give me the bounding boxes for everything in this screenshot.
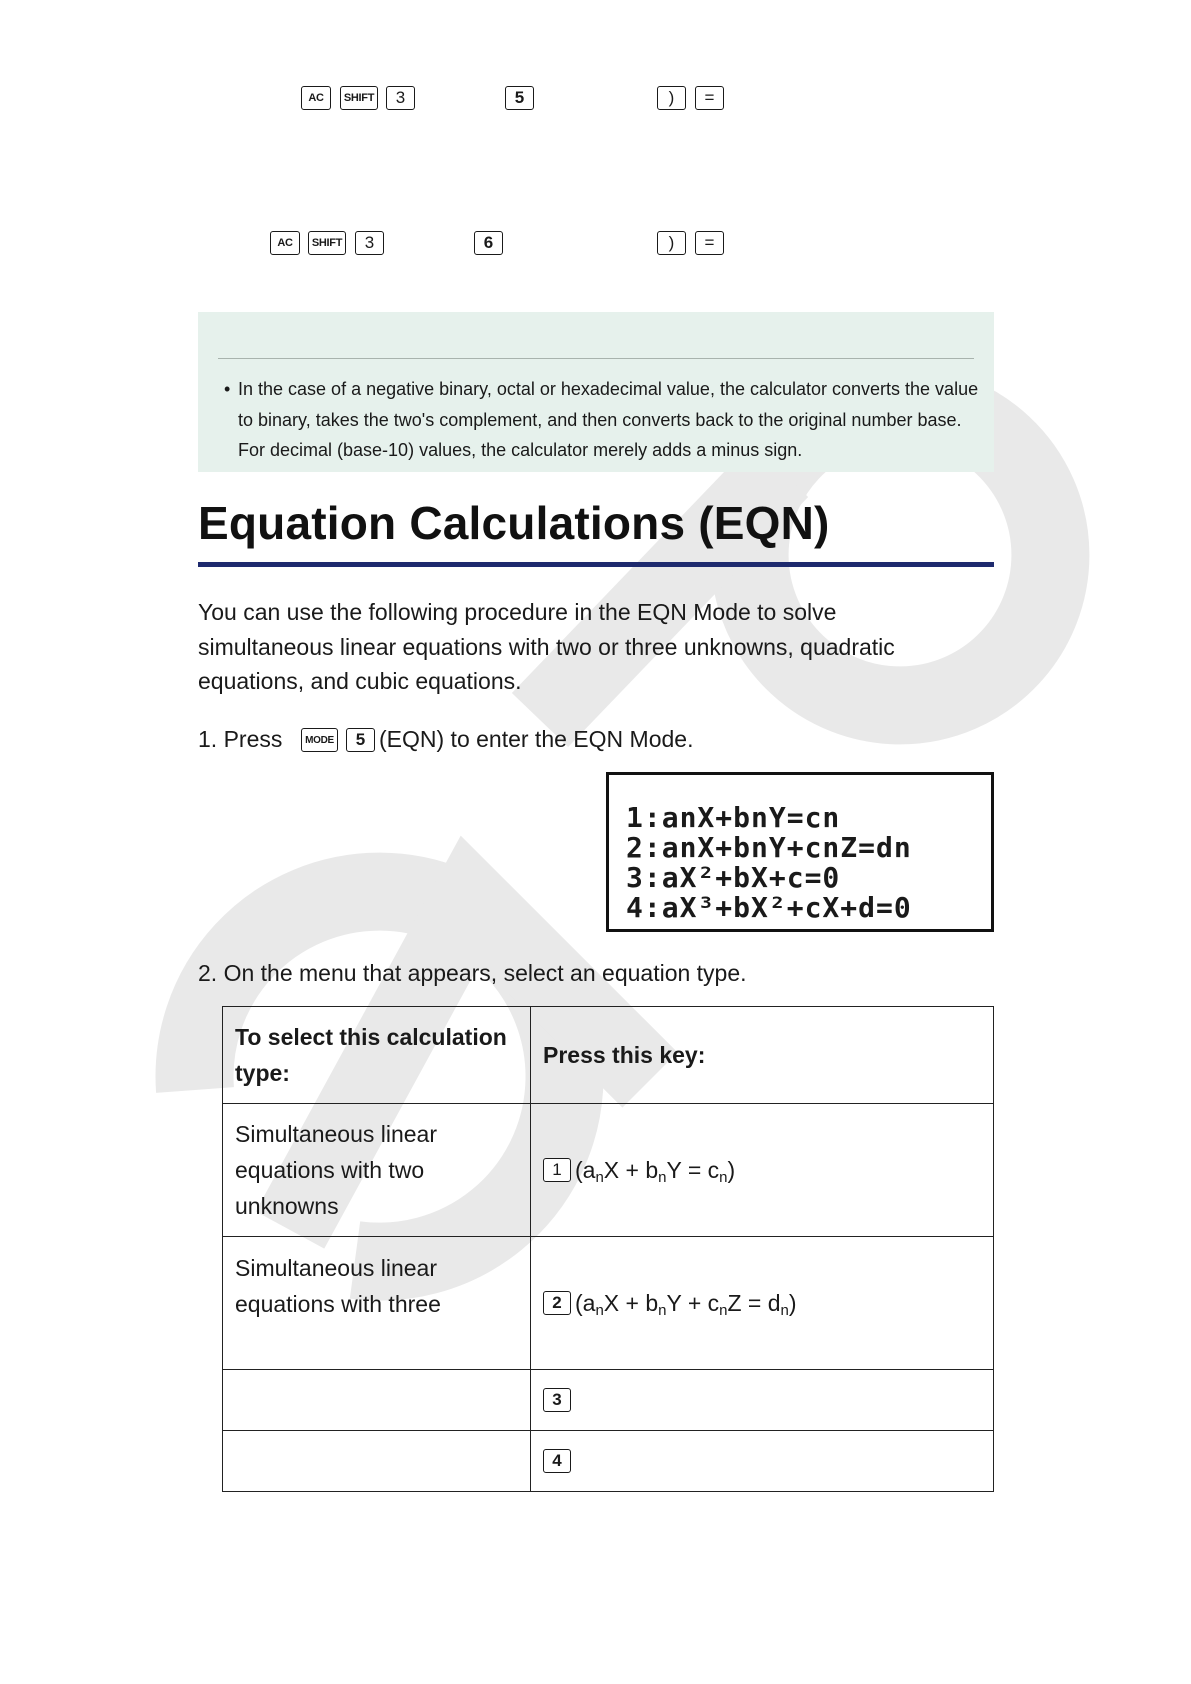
note-divider — [218, 358, 974, 359]
table-row — [223, 1431, 994, 1492]
formula: $(a_nX + b_nY + c_nZ = d_n)$ — [575, 1290, 797, 1319]
ac-key: AC — [301, 86, 331, 110]
row-key-cell — [531, 1431, 994, 1492]
note-box — [198, 312, 994, 472]
step-1-suffix: (EQN) to enter the EQN Mode. — [379, 726, 694, 752]
menu-line-4: 4:aX³+bX²+cX+d=0 — [626, 891, 912, 924]
digit-5-key: 5 — [505, 86, 534, 110]
digit-5-key: 5 — [346, 728, 375, 752]
calculator-display — [606, 772, 994, 932]
digit-3-key: 3 — [355, 231, 384, 255]
step-1-prefix: 1. Press — [198, 726, 283, 752]
menu-line-3: 3:aX²+bX+c=0 — [626, 861, 841, 894]
menu-line-2: 2:anX+bnY+cnZ=dn — [626, 831, 912, 864]
equals-key: = — [695, 231, 724, 255]
header-calculation-type: To select this calculation type: — [223, 1007, 531, 1104]
header-press-key: Press this key: — [531, 1007, 994, 1104]
table-row — [223, 1237, 994, 1370]
row-label: Simultaneous linear equations with two unknowns — [223, 1104, 531, 1237]
row-label: Simultaneous linear equations with three — [223, 1237, 531, 1370]
table-row — [223, 1104, 994, 1237]
mode-key: MODE — [301, 728, 338, 752]
formula: $(a_nX + b_nY = c_n)$ — [575, 1157, 736, 1186]
menu-line-1: 1:anX+bnY=cn — [626, 801, 841, 834]
bullet-icon: • — [224, 379, 231, 399]
close-paren-key: ) — [657, 231, 686, 255]
shift-key: SHIFT — [308, 231, 346, 255]
digit-1-key: 1 — [543, 1158, 571, 1182]
ac-key: AC — [270, 231, 300, 255]
note-text: In the case of a negative binary, octal or hexadecimal value, the calculator converts the value to binary, takes the two's complement, and then converts back to the original number base. For decimal (base-10) values, the calculator merely adds a minus sign. — [238, 379, 979, 460]
digit-3-key: 3 — [543, 1388, 571, 1412]
digit-6-key: 6 — [474, 231, 503, 255]
table-header-row — [223, 1007, 994, 1104]
close-paren-key: ) — [657, 86, 686, 110]
intro-paragraph: You can use the following procedure in the EQN Mode to solve simultaneous linear equations with two or three unknowns, quadratic equations, and cubic equations. — [198, 599, 895, 694]
shift-key: SHIFT — [340, 86, 378, 110]
equation-type-table — [222, 1006, 994, 1492]
table-row — [223, 1370, 994, 1431]
row-label — [223, 1370, 531, 1431]
heading-underline — [198, 562, 994, 567]
step-2-text: 2. On the menu that appears, select an equation type. — [198, 960, 747, 986]
row-label — [223, 1431, 531, 1492]
equals-key: = — [695, 86, 724, 110]
row-key-cell — [531, 1370, 994, 1431]
digit-3-key: 3 — [386, 86, 415, 110]
digit-4-key: 4 — [543, 1449, 571, 1473]
section-heading: Equation Calculations (EQN) — [198, 497, 830, 549]
digit-2-key: 2 — [543, 1291, 571, 1315]
row-key-cell — [531, 1104, 994, 1237]
row-key-cell — [531, 1237, 994, 1370]
